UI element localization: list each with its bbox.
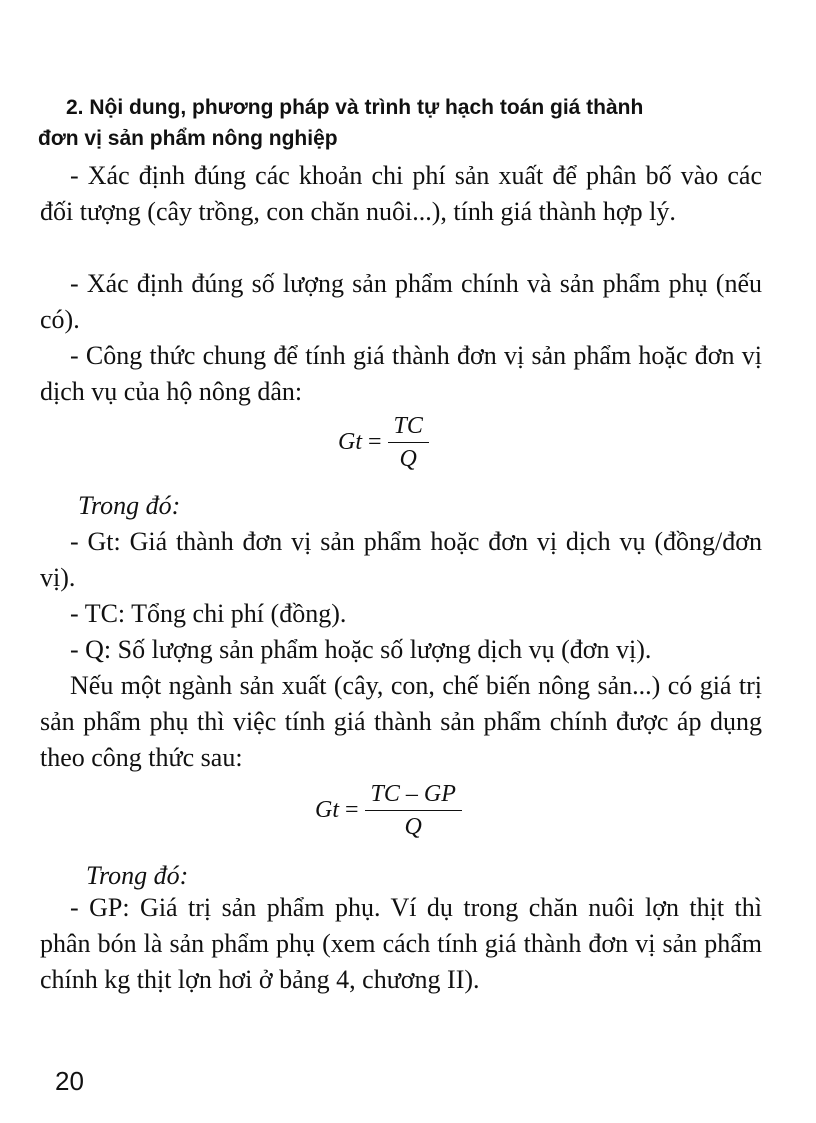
formula-main-product-cost-equals: =	[345, 797, 359, 823]
page-number: 20	[55, 1066, 84, 1096]
formula-unit-cost-equals: =	[368, 429, 382, 455]
formula-unit-cost-numerator: TC	[388, 412, 429, 443]
definition-q: - Q: Số lượng sản phẩm hoặc số lượng dịch vụ (đơn vị).	[70, 635, 652, 664]
formula-main-product-cost	[315, 780, 462, 841]
formula-unit-cost-lhs: Gt	[338, 429, 362, 455]
paragraph-general-formula-intro: - Công thức chung để tính giá thành đơn vị sản phẩm hoặc đơn vị dịch vụ của hộ nông dân:	[40, 341, 762, 406]
section-heading-line-1: 2. Nội dung, phương pháp và trình tự hạch toán giá thành	[66, 96, 644, 119]
definition-tc: - TC: Tổng chi phí (đồng).	[70, 599, 347, 628]
formula-main-product-cost-lhs: Gt	[315, 797, 339, 823]
formula-main-product-cost-fraction	[365, 780, 462, 841]
formula-main-product-cost-numerator: TC – GP	[365, 780, 462, 811]
formula-main-product-cost-denominator: Q	[404, 814, 422, 840]
section-heading-line-2: đơn vị sản phẩm nông nghiệp	[38, 127, 338, 150]
formula-unit-cost-fraction	[388, 412, 429, 473]
paragraph-byproduct-formula-intro: Nếu một ngành sản xuất (cây, con, chế biến nông sản...) có giá trị sản phẩm phụ thì việc tính giá thành sản phẩm chính được áp dụng theo công thức sau:	[40, 671, 762, 772]
formula-unit-cost	[338, 412, 429, 473]
section-heading	[38, 92, 778, 154]
where-label-2: Trong đó:	[86, 861, 189, 890]
definition-gt: - Gt: Giá thành đơn vị sản phẩm hoặc đơn vị dịch vụ (đồng/đơn vị).	[40, 527, 762, 592]
paragraph-product-quantity: - Xác định đúng số lượng sản phẩm chính và sản phẩm phụ (nếu có).	[40, 269, 762, 334]
paragraph-cost-allocation: - Xác định đúng các khoản chi phí sản xuất để phân bố vào các đối tượng (cây trồng, con chăn nuôi...), tính giá thành hợp lý.	[40, 161, 762, 226]
where-label-1: Trong đó:	[78, 491, 181, 520]
definition-gp: - GP: Giá trị sản phẩm phụ. Ví dụ trong chăn nuôi lợn thịt thì phân bón là sản phẩm phụ (xem cách tính giá thành đơn vị sản phẩm chính kg thịt lợn hơi ở bảng 4, chương II).	[40, 893, 762, 994]
formula-unit-cost-denominator: Q	[399, 446, 417, 472]
